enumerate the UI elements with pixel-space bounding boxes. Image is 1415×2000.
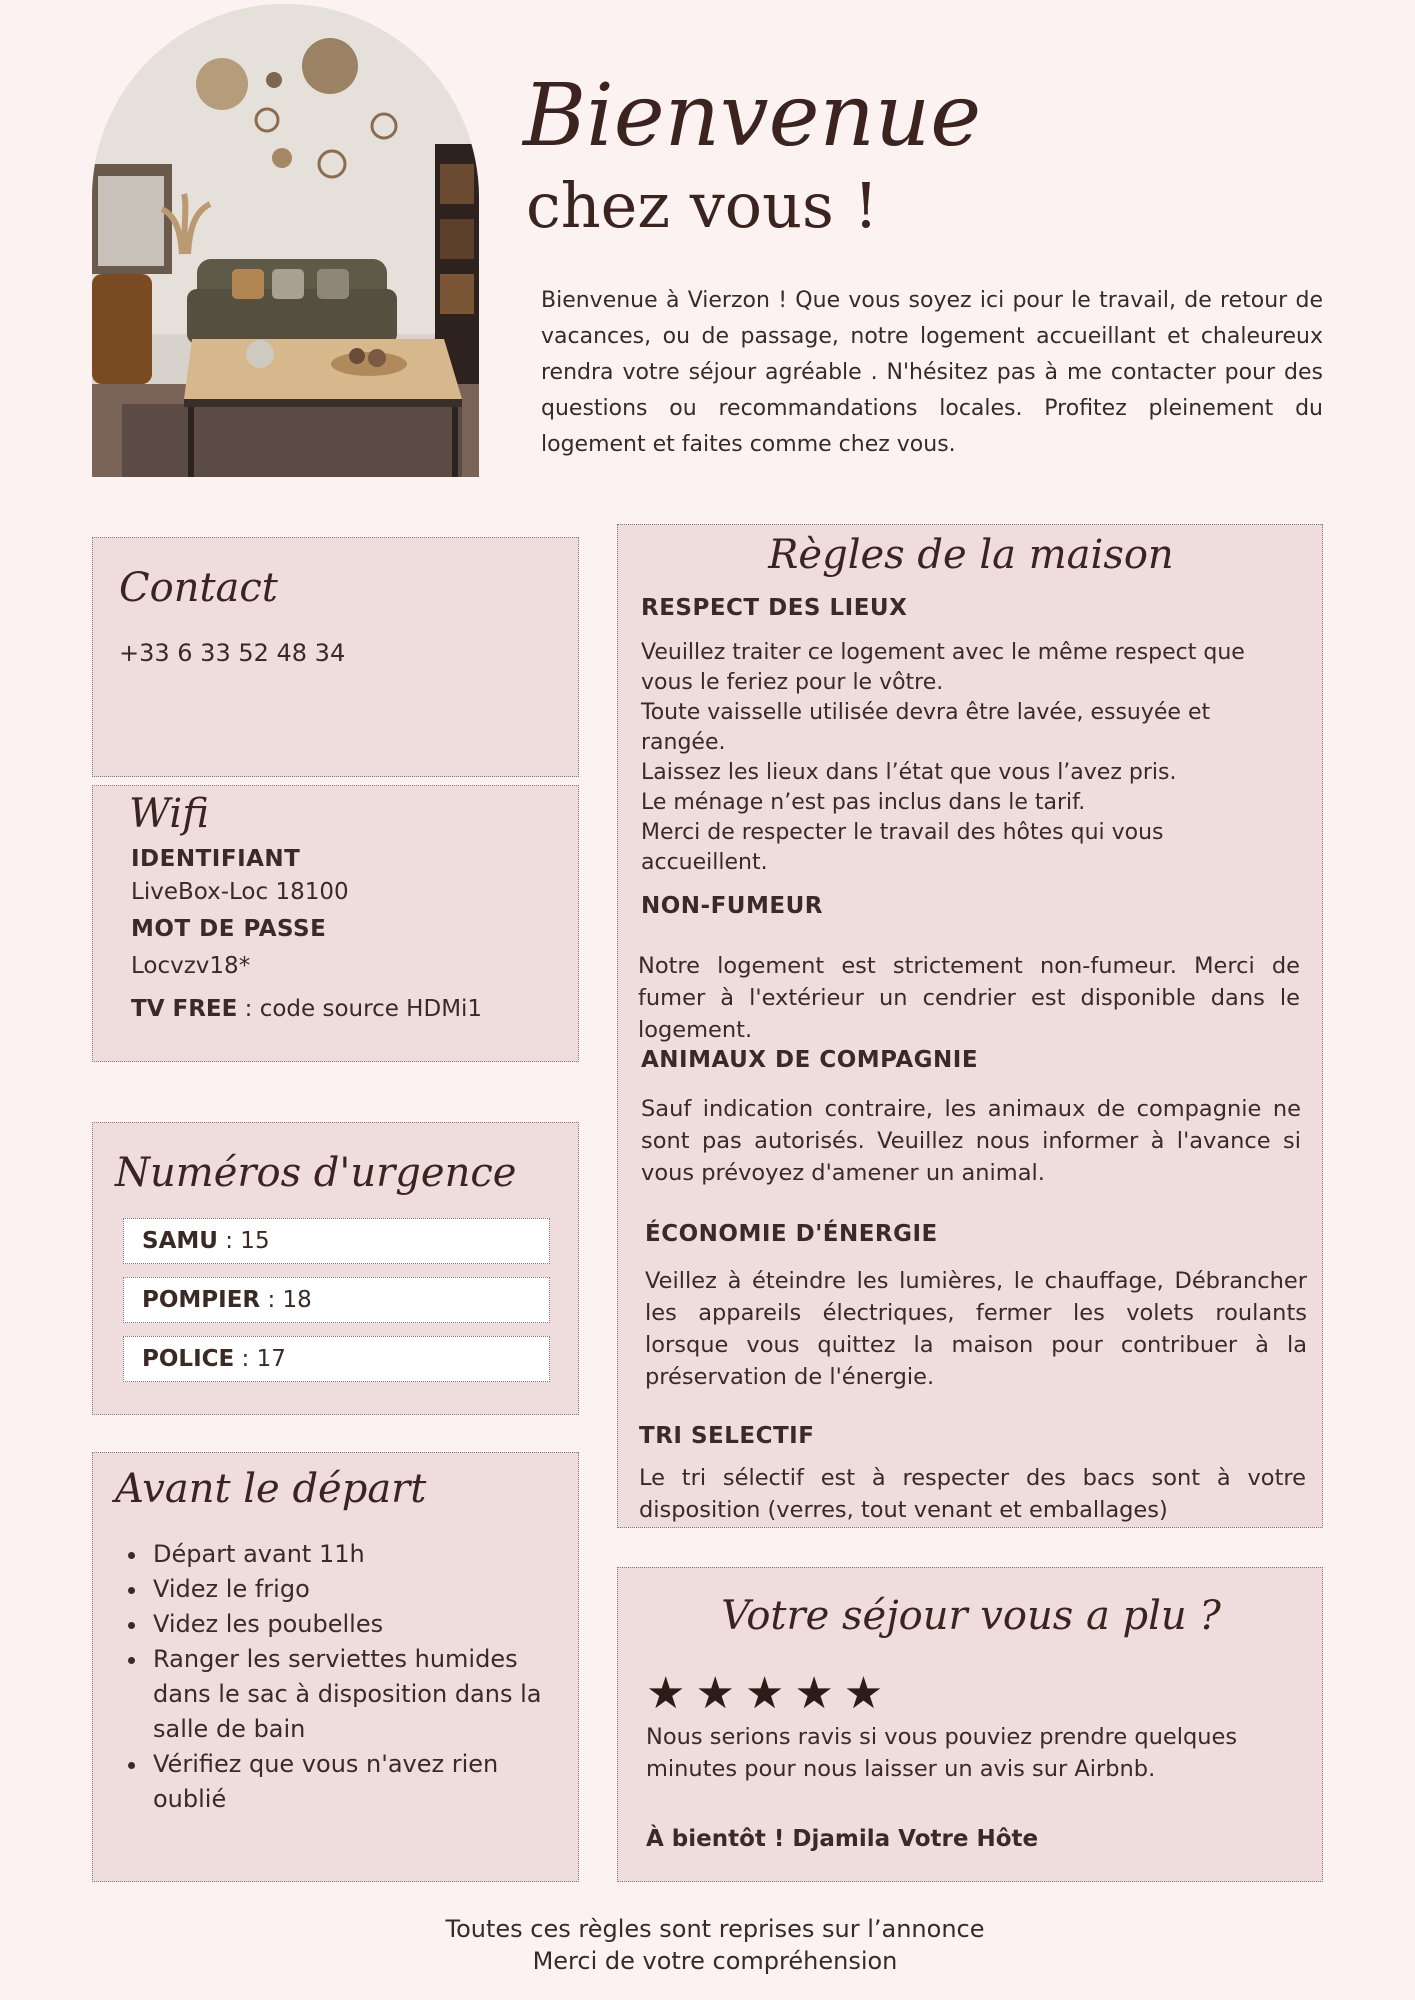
- emergency-row: [123, 1336, 550, 1382]
- emergency-label: POLICE: [142, 1346, 235, 1372]
- emergency-row: [123, 1277, 550, 1323]
- emergency-number: : 15: [217, 1228, 270, 1254]
- review-heading: Votre séjour vous a plu ?: [721, 1593, 1221, 1639]
- rule-title-respect: RESPECT DES LIEUX: [641, 595, 908, 621]
- rule-text-respect: [641, 638, 1281, 878]
- departure-heading: Avant le départ: [115, 1466, 427, 1512]
- footer-line-1: Toutes ces règles sont reprises sur l’annonce: [445, 1915, 985, 1943]
- rule-title-energy: ÉCONOMIE D'ÉNERGIE: [645, 1221, 938, 1247]
- review-card: [617, 1567, 1323, 1882]
- list-item: • Videz les poubelles: [149, 1607, 569, 1642]
- wifi-card: [92, 785, 579, 1062]
- wifi-id-label: IDENTIFIANT: [131, 846, 301, 872]
- emergency-heading: Numéros d'urgence: [115, 1150, 517, 1196]
- wifi-password-label: MOT DE PASSE: [131, 916, 327, 942]
- emergency-number: : 17: [234, 1346, 286, 1372]
- host-signoff: À bientôt ! Djamila Votre Hôte: [646, 1826, 1039, 1852]
- footer-line-2: Merci de votre compréhension: [532, 1947, 898, 1975]
- house-rules-card: [617, 524, 1323, 1528]
- rating-stars: ★★★★★: [646, 1668, 894, 1719]
- house-rules-heading: Règles de la maison: [768, 532, 1174, 578]
- review-text: Nous serions ravis si vous pouviez prendre quelques minutes pour nous laisser un avis sur Airbnb.: [646, 1724, 1238, 1782]
- contact-heading: Contact: [119, 565, 278, 611]
- rule-title-smoking: NON-FUMEUR: [641, 893, 823, 919]
- rule-line: Toute vaisselle utilisée devra être lavée, essuyée et rangée.: [641, 700, 1211, 755]
- rule-title-recycling: TRI SELECTIF: [639, 1423, 815, 1449]
- departure-list: [121, 1537, 569, 1817]
- list-item: • Départ avant 11h: [149, 1537, 569, 1572]
- list-item: • Videz le frigo: [149, 1572, 569, 1607]
- list-item: • Ranger les serviettes humides dans le sac à disposition dans la salle de bain: [149, 1642, 569, 1747]
- emergency-label: SAMU: [142, 1228, 218, 1254]
- emergency-row: [123, 1218, 550, 1264]
- tv-value: : code source HDMi1: [237, 996, 483, 1022]
- rule-text-pets: Sauf indication contraire, les animaux de compagnie ne sont pas autorisés. Veuillez nous informer à l'avance si vous prévoyez d'amener un animal.: [641, 1096, 1301, 1186]
- rule-title-pets: ANIMAUX DE COMPAGNIE: [641, 1047, 979, 1073]
- rule-line: Veuillez traiter ce logement avec le même respect que vous le feriez pour le vôtre.: [641, 640, 1245, 695]
- emergency-label: POMPIER: [142, 1287, 261, 1313]
- emergency-card: [92, 1122, 579, 1415]
- wifi-password-value: Locvzv18*: [131, 953, 251, 979]
- wifi-heading: Wifi: [129, 791, 209, 837]
- tv-label: TV FREE: [131, 996, 238, 1022]
- tv-info: [131, 996, 482, 1022]
- page-subtitle: chez vous !: [526, 169, 879, 242]
- living-room-photo: [92, 4, 479, 477]
- emergency-number: : 18: [260, 1287, 312, 1313]
- rule-line: Merci de respecter le travail des hôtes qui vous accueillent.: [641, 820, 1164, 875]
- page-title: Bienvenue: [523, 66, 982, 166]
- rule-text-smoking: Notre logement est strictement non-fumeur. Merci de fumer à l'extérieur un cendrier est disponible dans le logement.: [638, 953, 1300, 1043]
- rule-text-recycling: Le tri sélectif est à respecter des bacs sont à votre disposition (verres, tout venant et emballages): [639, 1465, 1306, 1523]
- rule-line: Le ménage n’est pas inclus dans le tarif.: [641, 790, 1086, 815]
- footer: [0, 1913, 1415, 1977]
- rule-line: Laissez les lieux dans l’état que vous l’avez pris.: [641, 760, 1177, 785]
- departure-card: [92, 1452, 579, 1882]
- rule-text-energy: Veillez à éteindre les lumières, le chauffage, Débrancher les appareils électriques, fermer les volets roulants lorsque vous quittez la maison pour contribuer à la préservation de l'énergie.: [645, 1268, 1307, 1390]
- intro-text: Bienvenue à Vierzon ! Que vous soyez ici pour le travail, de retour de vacances, ou de passage, notre logement accueillant et chaleureux rendra votre séjour agréable . N'hésitez pas à me contacter pour des questions ou recommandations locales. Profitez pleinement du logement et faites comme chez vous.: [541, 288, 1323, 457]
- contact-phone: +33 6 33 52 48 34: [119, 639, 346, 667]
- wifi-id-value: LiveBox-Loc 18100: [131, 879, 349, 905]
- contact-card: [92, 537, 579, 777]
- list-item: • Vérifiez que vous n'avez rien oublié: [149, 1747, 569, 1817]
